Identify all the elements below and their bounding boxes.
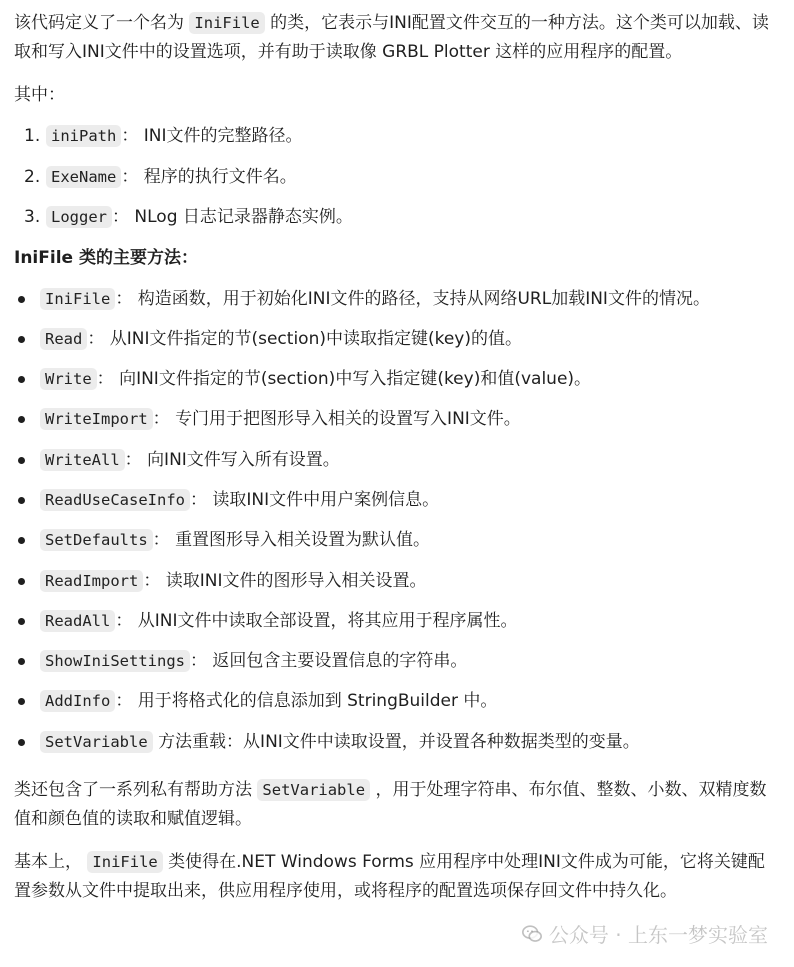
bullet-icon	[16, 446, 40, 475]
bullet-icon	[16, 486, 40, 515]
inline-code: ReadAll	[40, 610, 115, 632]
bullet-icon	[16, 365, 40, 394]
bullet-icon	[16, 728, 40, 757]
inline-code: ReadUseCaseInfo	[40, 489, 190, 511]
bullet-icon	[16, 567, 40, 596]
list-item-text: 程序的执行文件名。	[143, 166, 297, 187]
list-item-text: INI文件的完整路径。	[143, 126, 303, 146]
inline-code-inifile: IniFile	[87, 851, 162, 873]
list-item: IniFile ： 构造函数，用于初始化INI文件的路径，支持从网络URL加载INI文件的情况。	[16, 285, 780, 325]
list-item-text: 构造函数，用于初始化INI文件的路径，支持从网络URL加载INI文件的情况。	[137, 288, 710, 309]
list-item: WriteAll ： 向INI文件写入所有设置。	[16, 446, 780, 486]
bullet-icon	[16, 285, 40, 314]
inline-code: Write	[40, 368, 97, 390]
inline-code: IniFile	[40, 288, 115, 310]
list-item-text: NLog 日志记录器静态实例。	[134, 207, 353, 227]
intro-paragraph	[14, 9, 780, 67]
list-number: 1.	[24, 126, 41, 146]
list-item: ReadImport ： 读取INI文件的图形导入相关设置。	[16, 567, 780, 607]
list-item: 2. ExeName ： 程序的执行文件名。	[24, 163, 780, 204]
list-item-text: 重置图形导入相关设置为默认值。	[175, 530, 431, 551]
inline-code: SetDefaults	[40, 529, 153, 551]
intro-text-before: 该代码定义了一个名为	[14, 13, 190, 33]
inline-code: Logger	[46, 206, 112, 228]
inline-code: AddInfo	[40, 690, 115, 712]
list-item: ShowIniSettings ： 返回包含主要设置信息的字符串。	[16, 647, 780, 687]
bullet-icon	[16, 325, 40, 354]
list-item-text: 方法重载：从INI文件中读取设置，并设置各种数据类型的变量。	[158, 731, 640, 752]
list-item: ReadUseCaseInfo ： 读取INI文件中用户案例信息。	[16, 486, 780, 526]
bullet-icon	[16, 607, 40, 636]
list-item: Read ： 从INI文件指定的节(section)中读取指定键(key)的值。	[16, 325, 780, 365]
list-item: AddInfo ： 用于将格式化的信息添加到 StringBuilder 中。	[16, 687, 780, 727]
list-item: Write ： 向INI文件指定的节(section)中写入指定键(key)和值(value)。	[16, 365, 780, 405]
list-number: 3.	[24, 207, 41, 227]
inline-code: ExeName	[46, 166, 121, 188]
list-item: 1. iniPath ： INI文件的完整路径。	[24, 122, 780, 163]
bullet-icon	[16, 687, 40, 716]
inline-code-setvariable: SetVariable	[257, 779, 370, 801]
inline-code: ReadImport	[40, 570, 143, 592]
list-item	[16, 728, 780, 768]
methods-heading: IniFile 类的主要方法：	[14, 247, 198, 268]
list-item-text: 返回包含主要设置信息的字符串。	[212, 651, 468, 672]
inline-code: Read	[40, 328, 87, 350]
inline-code: WriteAll	[40, 449, 125, 471]
bullet-icon	[16, 647, 40, 676]
summary-paragraph: 基本上， IniFile 类使得在.NET Windows Forms 应用程序中处理INI文件成为可能，它将关键配置参数从文件中提取出来，供应用程序使用，或将程序的配置选项保存回文件中持久化。	[14, 852, 765, 902]
watermark-text: 公众号 · 上东一梦实验室	[548, 923, 768, 947]
list-item: 3. Logger ： NLog 日志记录器静态实例。	[24, 203, 780, 244]
inline-code: iniPath	[46, 125, 121, 147]
inline-code: SetVariable	[40, 731, 153, 753]
list-item-text: 从INI文件指定的节(section)中读取指定键(key)的值。	[109, 328, 522, 349]
list-item-text: 读取INI文件中用户案例信息。	[212, 489, 440, 510]
list-item: ReadAll ： 从INI文件中读取全部设置，将其应用于程序属性。	[16, 607, 780, 647]
bullet-icon	[16, 526, 40, 555]
inline-code-inifile: IniFile	[189, 12, 264, 34]
fields-label: 其中：	[14, 85, 65, 105]
list-item-text: 读取INI文件的图形导入相关设置。	[165, 570, 427, 591]
bullet-icon	[16, 405, 40, 434]
intro-text-after: 的类，它表示与INI配置文件交互的一种方法。这个类可以加载、读取和写入INI文件中的设置选项，并有助于读取像 GRBL Plotter 这样的应用程序的配置。	[14, 13, 769, 62]
list-item: WriteImport ： 专门用于把图形导入相关的设置写入INI文件。	[16, 405, 780, 445]
inline-code: WriteImport	[40, 408, 153, 430]
list-item: SetDefaults ： 重置图形导入相关设置为默认值。	[16, 526, 780, 566]
inline-code: ShowIniSettings	[40, 650, 190, 672]
helper-methods-paragraph: 类还包含了一系列私有帮助方法 SetVariable ，用于处理字符串、布尔值、整数、小数、双精度数值和颜色值的读取和赋值逻辑。	[14, 780, 767, 830]
fields-list	[14, 122, 780, 244]
list-item-text: 向INI文件指定的节(section)中写入指定键(key)和值(value)。	[119, 369, 592, 390]
list-item-text: 向INI文件写入所有设置。	[147, 449, 340, 470]
list-item-text: 用于将格式化的信息添加到 StringBuilder 中。	[137, 691, 498, 712]
list-item-text: 专门用于把图形导入相关的设置写入INI文件。	[175, 409, 521, 430]
methods-list	[14, 285, 780, 769]
wechat-icon	[521, 923, 543, 945]
watermark	[521, 919, 768, 948]
list-number: 2.	[24, 166, 41, 187]
list-item-text: 从INI文件中读取全部设置，将其应用于程序属性。	[137, 610, 518, 631]
